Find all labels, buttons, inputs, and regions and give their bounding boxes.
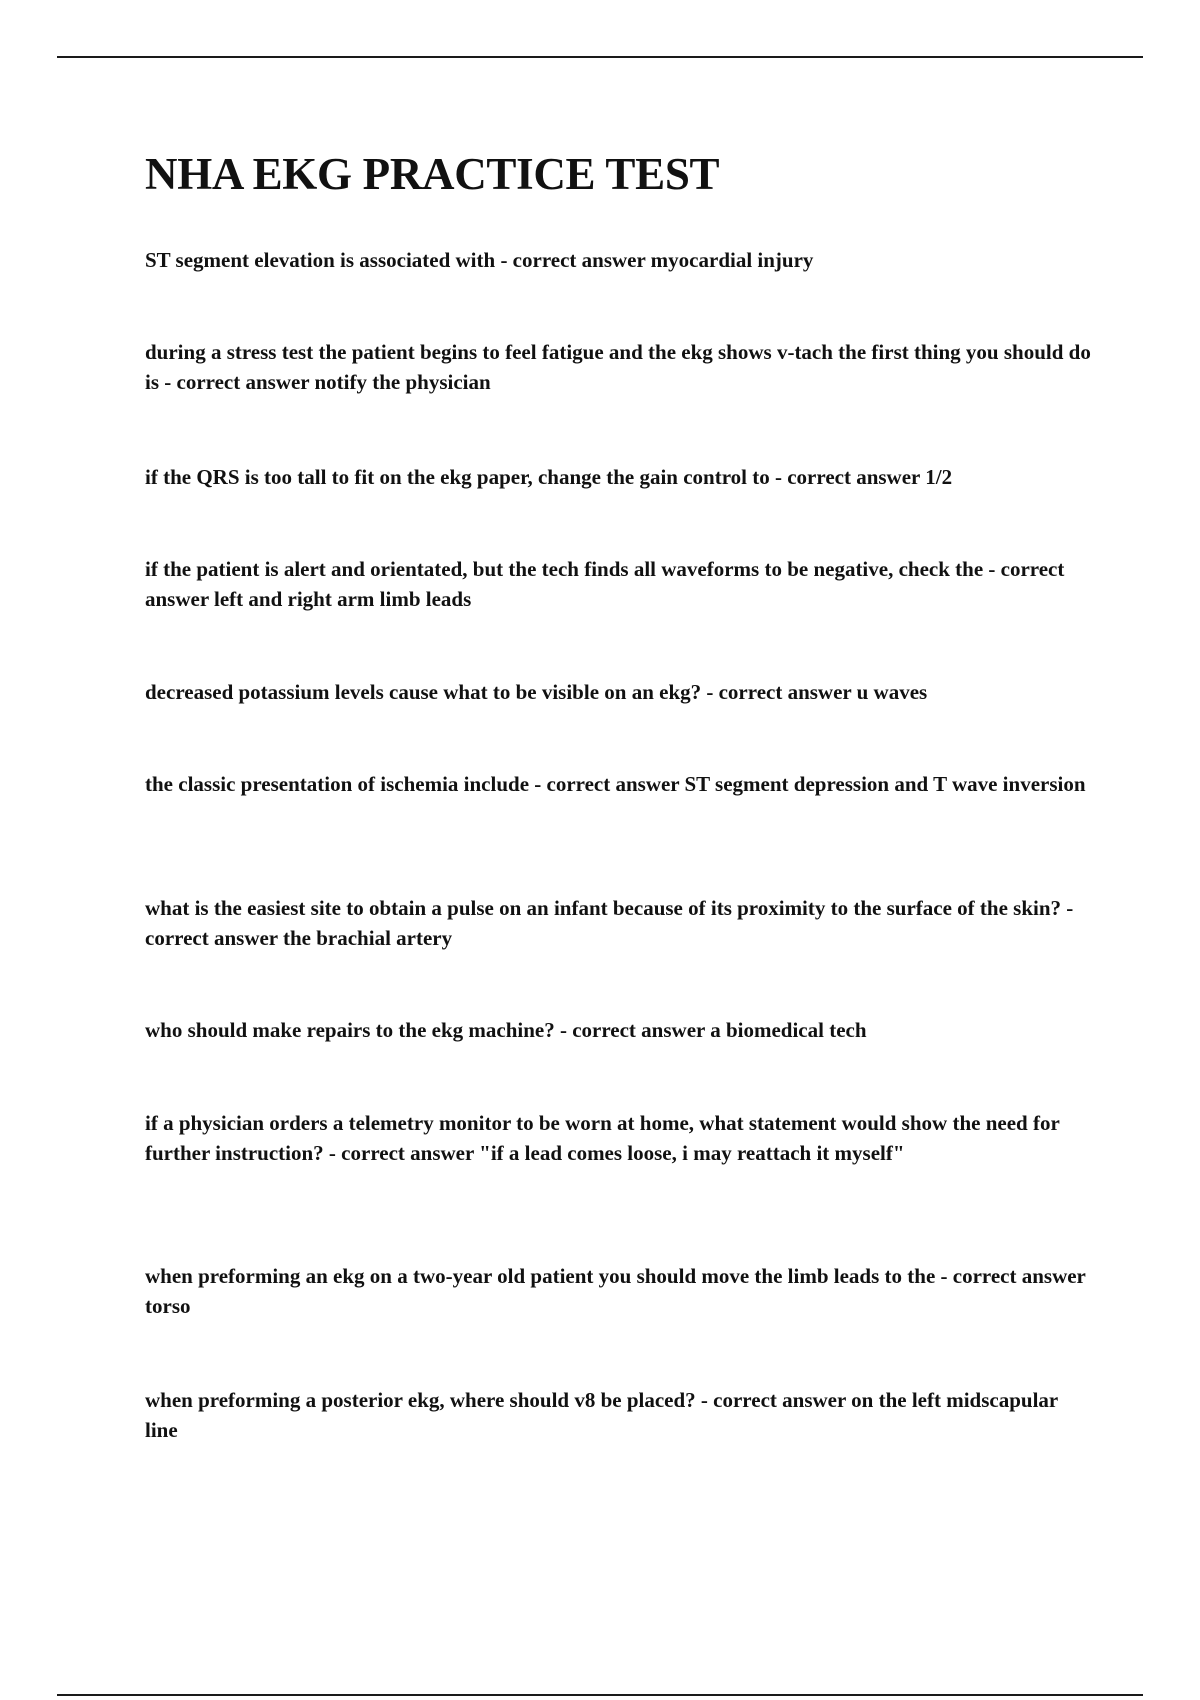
question-answer-item: if the patient is alert and orientated, but the tech finds all waveforms to be negative, check the - correct answer left and right arm limb leads bbox=[145, 557, 1065, 611]
top-divider bbox=[57, 56, 1143, 58]
bottom-divider bbox=[57, 1694, 1143, 1696]
question-answer-item: if the QRS is too tall to fit on the ekg paper, change the gain control to - correct answer 1/2 bbox=[145, 465, 953, 489]
document-title: NHA EKG PRACTICE TEST bbox=[145, 149, 720, 199]
question-answer-item: during a stress test the patient begins to feel fatigue and the ekg shows v-tach the first thing you should do is - correct answer notify the physician bbox=[145, 340, 1091, 394]
question-answer-item: if a physician orders a telemetry monitor to be worn at home, what statement would show the need for further instruction? - correct answer "if a lead comes loose, i may reattach it myself" bbox=[145, 1111, 1060, 1165]
question-answer-item: decreased potassium levels cause what to be visible on an ekg? - correct answer u waves bbox=[145, 680, 928, 704]
question-answer-item: the classic presentation of ischemia include - correct answer ST segment depression and T wave inversion bbox=[145, 772, 1086, 796]
question-answer-item: what is the easiest site to obtain a pulse on an infant because of its proximity to the surface of the skin? - correct answer the brachial artery bbox=[145, 896, 1074, 950]
question-answer-item: when preforming a posterior ekg, where should v8 be placed? - correct answer on the left midscapular line bbox=[145, 1388, 1058, 1442]
question-answer-item: when preforming an ekg on a two-year old patient you should move the limb leads to the - correct answer torso bbox=[145, 1264, 1086, 1318]
question-answer-item: who should make repairs to the ekg machine? - correct answer a biomedical tech bbox=[145, 1018, 867, 1042]
question-answer-item: ST segment elevation is associated with - correct answer myocardial injury bbox=[145, 248, 814, 272]
